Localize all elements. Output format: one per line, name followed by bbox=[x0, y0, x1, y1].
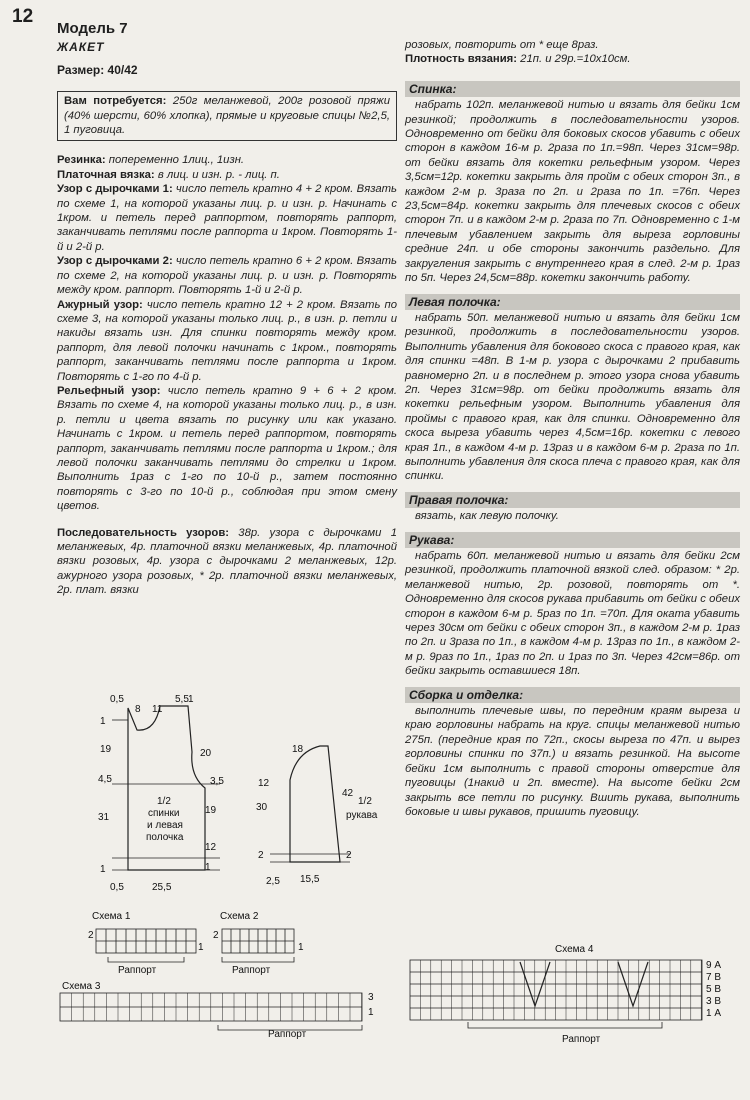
body-left-dim-1: 19 bbox=[100, 744, 112, 755]
scheme4-row-label-3: 3 В bbox=[706, 996, 722, 1007]
section-text: выполнить плечевые швы, по передним краям выреза и краю горловины набрать на круг. спицы меланжевой нитью 275п. (передние края по 72п., скосы выреза по 47п. и вырез горловины спинки по 37п.) и вязать резинкой. На высоте бейки 1см выполнить с правой стороны отверстие для пуговицы (1накид и 2п. вместе). На высоте бейки 2см закрыть все петли по рисунку. Вшить рукава, выполнить боковые и швы рукавов, пришить пуговицу. bbox=[405, 705, 740, 818]
body-label-line-0: 1/2 bbox=[157, 796, 171, 807]
scheme4 bbox=[400, 938, 740, 1058]
section-sleeves bbox=[405, 532, 740, 679]
sleeve-bottom-dim-1: 15,5 bbox=[300, 874, 320, 885]
body-left-dim-3: 31 bbox=[98, 812, 110, 823]
body-label-line-2: и левая bbox=[147, 820, 183, 831]
pattern-descriptions bbox=[57, 153, 397, 597]
scheme2-row-label-0: 2 bbox=[213, 930, 219, 941]
section-assembly bbox=[405, 687, 740, 820]
scheme3-rapport: Раппорт bbox=[268, 1029, 307, 1040]
pattern-relief bbox=[57, 384, 397, 514]
schemes-left bbox=[0, 905, 400, 1045]
sleeve-left-dim-2: 2 bbox=[258, 850, 264, 861]
section-title: Спинка: bbox=[405, 81, 740, 97]
sleeve-right-dim-1: 2 bbox=[346, 850, 352, 861]
scheme4-grid bbox=[410, 960, 702, 1020]
scheme1-row-label-0: 2 bbox=[88, 930, 94, 941]
scheme2-row-label-1: 1 bbox=[298, 942, 304, 953]
body-top-dim-4: 1 bbox=[188, 694, 194, 705]
scheme3-row-label-0: 3 bbox=[368, 992, 374, 1003]
materials-label: Вам потребуется: bbox=[64, 95, 167, 108]
body-bottom-dim-1: 25,5 bbox=[152, 882, 172, 893]
section-left-front bbox=[405, 294, 740, 484]
materials-text: 250г меланжевой, 200г розовой пряжи (40% шерсти, 60% хлопка), прямые и круговые спицы №2,5, 1 пуговица. bbox=[64, 95, 390, 137]
pattern-label: Узор с дырочками 2: bbox=[57, 255, 173, 268]
body-right-dim-0: 20 bbox=[200, 748, 212, 759]
pattern-label: Резинка: bbox=[57, 154, 106, 167]
scheme2-rapport: Раппорт bbox=[232, 965, 271, 976]
body-label-line-3: полочка bbox=[146, 832, 184, 843]
body-right-dim-2: 19 bbox=[205, 805, 217, 816]
sleeve-label-line-0: 1/2 bbox=[358, 796, 372, 807]
pattern-label: Узор с дырочками 1: bbox=[57, 183, 173, 196]
section-title: Рукава: bbox=[405, 532, 740, 548]
body-outline bbox=[128, 706, 205, 870]
scheme4-row-label-2: 5 В bbox=[706, 984, 722, 995]
body-left-dim-2: 4,5 bbox=[98, 774, 112, 785]
body-left-dim-0: 1 bbox=[100, 716, 106, 727]
section-title: Левая полочка: bbox=[405, 294, 740, 310]
scheme1-rapport: Раппорт bbox=[118, 965, 157, 976]
pattern-text: попеременно 1лиц., 1изн. bbox=[105, 154, 245, 167]
body-label-line-1: спинки bbox=[148, 808, 180, 819]
pattern-text: число петель кратно 6 + 2 кром. Вязать по схеме 2, на которой указаны лиц. р. и изн. р. Повторять между кром. раппорт. Повторять 1-й и 2-й р. bbox=[57, 255, 397, 297]
body-top-dim-1: 8 bbox=[135, 704, 141, 715]
scheme4-row-label-0: 9 А bbox=[706, 960, 722, 971]
pattern-eyelet-2 bbox=[57, 254, 397, 297]
garment-title: ЖАКЕТ bbox=[57, 40, 105, 55]
section-text: набрать 60п. меланжевой нитью и вязать для бейки 2см резинкой, продолжить платочной вязкой след. образом: * 2р. меланжевой нитью, 2р. розовой, повторять от *. Одновременно для скосов рукава прибавить от бейки с обеих сторон в каждом 6-м р. 5раз по 1п. =70п. Для оката убавить через 30см от бейки с обеих сторон 3п., в каждом 2-м р. 1раз по 2п. и 3раза по 1п., в каждом 4-м р. 13раз по 1п., в каждом 2-м р. 9раз по 1п., 1раз по 2п. и 1раз по 3п. Через 42см=86р. от бейки закрыть оставшиеся 18п. bbox=[405, 550, 740, 678]
pattern-text: число петель кратно 12 + 2 кром. Вязать по схеме 3, на которой указаны только лиц. р., в изн. р. петли и накиды вязать изн. Для спинки повторять между кром. раппорт, для левой полочки начинать с 1кром., повторять раппорт, заканчивать петлями после раппорта и 1кром. Повторять с 1-го по 4-й р. bbox=[57, 298, 397, 383]
body-right-dim-3: 12 bbox=[205, 842, 217, 853]
pattern-eyelet-1 bbox=[57, 182, 397, 254]
pattern-text: число петель кратно 9 + 6 + 2 кром. Вязать по схеме 4, на которой указаны только лиц. р., в изн. р. петли и цвета вязать по рисунку или как указано. Начинать с 1кром. и петель перед раппортом, повторять раппорт, заканчивать петлями после раппорта и 1кром.; для левой полочки заканчивать петлями до стрелки и 1кром. Выполнить 1раз с 1-го по 10-й р., затем постоянно повторять с 3-го по 10-й р., соблюдая при этом смену цветов. bbox=[57, 384, 397, 513]
body-top-dim-3: 5,5 bbox=[175, 694, 189, 705]
pattern-diagrams bbox=[0, 680, 400, 900]
section-title: Сборка и отделка: bbox=[405, 687, 740, 703]
scheme2-title: Схема 2 bbox=[220, 911, 259, 922]
scheme3-title: Схема 3 bbox=[62, 981, 101, 992]
sleeve-top-dim: 18 bbox=[292, 744, 304, 755]
scheme3-row-label-1: 1 bbox=[368, 1007, 374, 1018]
pattern-sequence bbox=[57, 526, 397, 598]
section-back bbox=[405, 81, 740, 286]
scheme4-row-label-1: 7 В bbox=[706, 972, 722, 983]
sleeve-bottom-dim-0: 2,5 bbox=[266, 876, 280, 887]
sequence-label: Последовательность узоров: bbox=[57, 526, 230, 539]
body-left-dim-4: 1 bbox=[100, 864, 106, 875]
section-text: набрать 102п. меланжевой нитью и вязать для бейки 1см резинкой; продолжить в последовательности узоров. Одновременно от бейки для боковых скосов убавить с обеих сторон в каждом 16-м р. 2раза по 1п.=98п. Через 31см=98р. от бейки вязать для кокетки рельефным узором. Через 3,5см=12р. кокетки закрыть для пройм с обеих сторон 3п., в каждом 2-м р. 3раза по 2п. и 2раза по 1п. =76п. Через 23,5см=84р. кокетки закрыть для плечевых скосов с обеих сторон 7п. и в каждом 2-м р. 2раза по 7п. Одновременно с 1-м плечевым убавлением закрыть для выреза горловины средние 24п. и обе стороны закончить раздельно. Для закругления закрыть с внутреннего края в след. 2-м р. 1раз по 5п. Через 24,5см=88р. кокетки закончить работу. bbox=[405, 99, 740, 285]
gauge-label: Плотность вязания: bbox=[405, 53, 518, 66]
pattern-openwork bbox=[57, 298, 397, 384]
sleeve-left-dim-1: 30 bbox=[256, 802, 268, 813]
section-title: Правая полочка: bbox=[405, 492, 740, 508]
pattern-garter bbox=[57, 168, 397, 182]
body-bottom-dim-0: 0,5 bbox=[110, 882, 124, 893]
scheme4-rapport: Раппорт bbox=[562, 1034, 601, 1045]
gauge-line bbox=[405, 52, 740, 66]
body-top-dim-2: 11 bbox=[152, 704, 163, 715]
page-number: 12 bbox=[12, 6, 34, 27]
pattern-label: Ажурный узор: bbox=[57, 298, 143, 311]
scheme4-title: Схема 4 bbox=[555, 944, 594, 955]
pattern-label: Рельефный узор: bbox=[57, 384, 161, 397]
size-line: Размер: 40/42 bbox=[57, 62, 138, 77]
scheme4-row-label-4: 1 А bbox=[706, 1008, 722, 1019]
pattern-label: Платочная вязка: bbox=[57, 168, 155, 181]
sleeve-left-dim-0: 12 bbox=[258, 778, 270, 789]
sleeve-right-dim-0: 42 bbox=[342, 788, 354, 799]
sequence-continued: розовых, повторить от * еще 8раз. bbox=[405, 39, 599, 51]
sleeve-label-line-1: рукава bbox=[346, 810, 378, 821]
scheme1-title: Схема 1 bbox=[92, 911, 131, 922]
right-column bbox=[405, 38, 740, 827]
section-text: вязать, как левую полочку. bbox=[415, 510, 559, 523]
sequence-text: 38р. узора с дырочками 1 меланжевых, 4р. платочной вязки меланжевых, 4р. платочной вязки розовых, 4р. узора с дырочками 2 меланжевых, 12р. ажурного узора розовых, * 2р. платочной вязки меланжевых, 2р. плат. вязки bbox=[57, 526, 397, 597]
model-title: Модель 7 bbox=[57, 20, 128, 37]
pattern-text: в лиц. и изн. р. - лиц. п. bbox=[154, 168, 280, 181]
materials-box bbox=[57, 91, 397, 141]
left-column bbox=[57, 22, 397, 598]
body-top-dim-0: 0,5 bbox=[110, 694, 124, 705]
body-right-dim-1: 3,5 bbox=[210, 776, 224, 787]
pattern-text: число петель кратно 4 + 2 кром. Вязать по схеме 1, на которой указаны лиц. р. и изн. р. Начинать с 1кром. и петель перед раппортом, повторять раппорт, заканчивать петлями после раппорта и 1кром. Повторять 1-й и 2-й р. bbox=[57, 183, 397, 253]
body-right-dim-4: 1 bbox=[205, 862, 211, 873]
scheme1-row-label-1: 1 bbox=[198, 942, 204, 953]
pattern-rib bbox=[57, 153, 397, 167]
gauge-text: 21п. и 29р.=10x10см. bbox=[517, 53, 631, 66]
section-right-front bbox=[405, 492, 740, 524]
sleeve-outline bbox=[290, 746, 340, 862]
section-text: набрать 50п. меланжевой нитью и вязать для бейки 1см резинкой, продолжить в последовательности узоров. Выполнить убавления для бокового скоса с правого края, как для спинки =48п. В 1-м р. узора с дырочками 2 прибавить равномерно 2п. и в последнем р. этого узора снова убавить 2п. Через 31см=98р. от бейки продолжить вязать для кокетки рельефным узором. Выполнить убавления для проймы с правого края, как для спинки. Одновременно для скоса выреза убавить через 4,5см=16р. кокетки с левого края 1п., в каждом 4-м р. 13раз и в каждом 6-м р. 2раза по 1п. выполнить убавления для скоса плеча с правого края, как для спинки. bbox=[405, 311, 740, 483]
